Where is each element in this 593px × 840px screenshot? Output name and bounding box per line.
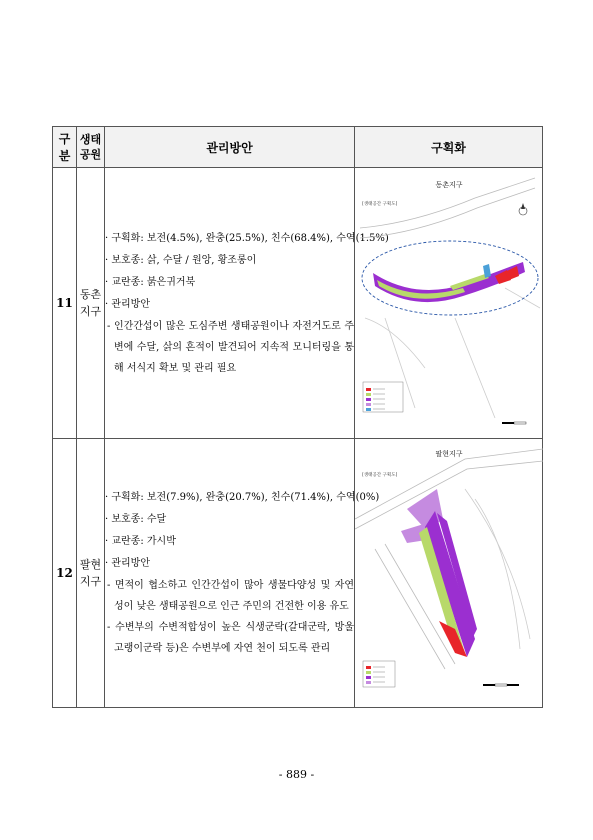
map-subtitle: [생태공간 구획도]: [362, 202, 398, 207]
header-row: [53, 127, 543, 168]
park-name: 동촌 지구: [77, 168, 105, 439]
zoning-map: [355, 439, 543, 707]
header-no: 구분: [53, 127, 77, 168]
table-row: [53, 439, 543, 708]
map-title: 동촌지구: [435, 181, 463, 189]
dongchon-map-graphic: [355, 168, 543, 438]
map-title: 팔현지구: [435, 450, 463, 458]
row-number: 12: [53, 439, 77, 708]
header-park: 생태 공원: [77, 127, 105, 168]
management-heading: · 관리방안: [105, 558, 150, 569]
page-number: - 889 -: [278, 768, 315, 781]
row-number: 11: [53, 168, 77, 439]
map-subtitle: [생태공간 구획도]: [362, 473, 398, 478]
header-plan: 관리방안: [105, 127, 355, 168]
map-cell: [355, 168, 543, 439]
zoning-map: [355, 168, 543, 438]
park-name: 팔현 지구: [77, 439, 105, 708]
map-cell: [355, 439, 543, 708]
table-row: [53, 168, 543, 439]
palhyeon-map-graphic: [355, 439, 543, 707]
management-table: [52, 126, 543, 708]
management-detail: - 수변부의 수변적합성이 높은 식생군락(갈대군락, 방울고랭이군락 등)은 수변부에 자연 천이 되도록 관리: [107, 622, 354, 654]
management-detail: - 인간간섭이 많은 도심주변 생태공원이나 자전거도로 주변에 수달, 삵의 흔적이 발견되어 지속적 모니터링을 통해 서식지 확보 및 관리 필요: [107, 320, 354, 374]
header-map: 구획화: [355, 127, 543, 168]
zoning-item: · 구획화: 보전(7.9%), 완충(20.7%), 친수(71.4%), 수역(0%): [105, 492, 380, 503]
management-heading: · 관리방안: [105, 298, 150, 310]
protected-species-item: · 보호종: 수달: [105, 514, 167, 525]
invasive-species-item: · 교란종: 붉은귀거북: [105, 276, 196, 288]
zoning-item: · 구획화: 보전(4.5%), 완충(25.5%), 친수(68.4%), 수역(1.5%): [105, 232, 389, 244]
invasive-species-item: · 교란종: 가시박: [105, 536, 176, 547]
protected-species-item: · 보호종: 삵, 수달 / 원앙, 황조롱이: [105, 254, 257, 266]
management-detail: - 면적이 협소하고 인간간섭이 많아 생물다양성 및 자연성이 낮은 생태공원으로 인근 주민의 건전한 이용 유도: [107, 580, 354, 612]
